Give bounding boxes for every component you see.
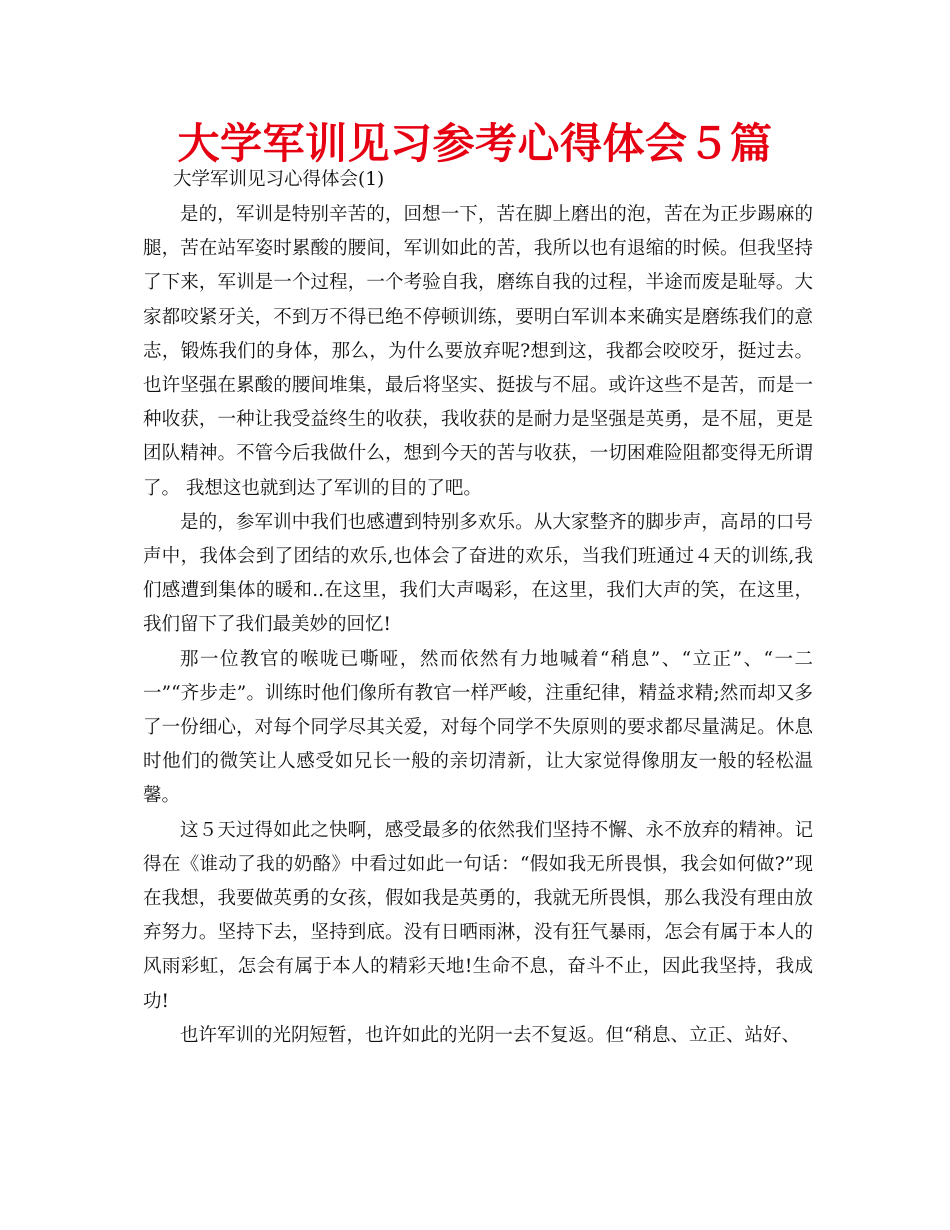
paragraph-4: 这５天过得如此之快啊，感受最多的依然我们坚持不懈、永不放弃的精神。记得在《谁动了我的奶酪》中看过如此一句话：“假如我无所畏惧，我会如何做?”现在我想，我要做英勇的女孩，假如我是英勇的，我就无所畏惧，那么我没有理由放弃努力。坚持下去，坚持到底。没有日晒雨淋，没有狂气暴雨，怎会有属于本人的风雨彩虹，怎会有属于本人的精彩天地!生命不息，奋斗不止，因此我坚持，我成功! (143, 819, 813, 1012)
paragraph-5: 也许军训的光阴短暂，也许如此的光阴一去不复返。但“稍息、立正、站好、 (180, 1024, 800, 1046)
section-heading: 大学军训见习心得体会(1) (173, 169, 385, 190)
paragraph-1: 是的，军训是特别辛苦的，回想一下，苦在脚上磨出的泡，苦在为正步踢麻的腿，苦在站军姿时累酸的腰间，军训如此的苦，我所以也有退缩的时候。但我坚持了下来，军训是一个过程，一个考验自我，磨练自我的过程，半途而废是耻辱。大家都咬紧牙关，不到万不得已绝不停顿训练，要明白军训本来确实是磨练我们的意志，锻炼我们的身体，那么，为什么要放弃呢?想到这，我都会咬咬牙，挺过去。也许坚强在累酸的腰间堆集，最后将坚实、挺拔与不屈。或许这些不是苦，而是一种收获，一种让我受益终生的收获，我收获的是耐力是坚强是英勇，是不屈，更是团队精神。不管今后我做什么，想到今天的苦与收获，一切困难险阻都变得无所谓了。 我想这也就到达了军训的目的了吧。 (143, 204, 813, 499)
document-body (143, 166, 813, 1053)
paragraph-3: 那一位教官的喉咙已嘶哑，然而依然有力地喊着“稍息”、“立正”、“一二一”“齐步走”。训练时他们像所有教官一样严峻，注重纪律，精益求精;然而却又多了一份细心，对每个同学尽其关爱，对每个同学不失原则的要求都尽量满足。休息时他们的微笑让人感受如兄长一般的亲切清新，让大家觉得像朋友一般的轻松温馨。 (143, 648, 813, 807)
paragraph-2: 是的，参军训中我们也感遭到特别多欢乐。从大家整齐的脚步声，高昂的口号声中，我体会到了团结的欢乐,也体会了奋进的欢乐，当我们班通过４天的训练,我们感遭到集体的暖和..在这里，我们大声喝彩，在这里，我们大声的笑，在这里，我们留下了我们最美妙的回忆! (143, 511, 813, 636)
document-title: 大学军训见习参考心得体会５篇 (177, 119, 773, 168)
